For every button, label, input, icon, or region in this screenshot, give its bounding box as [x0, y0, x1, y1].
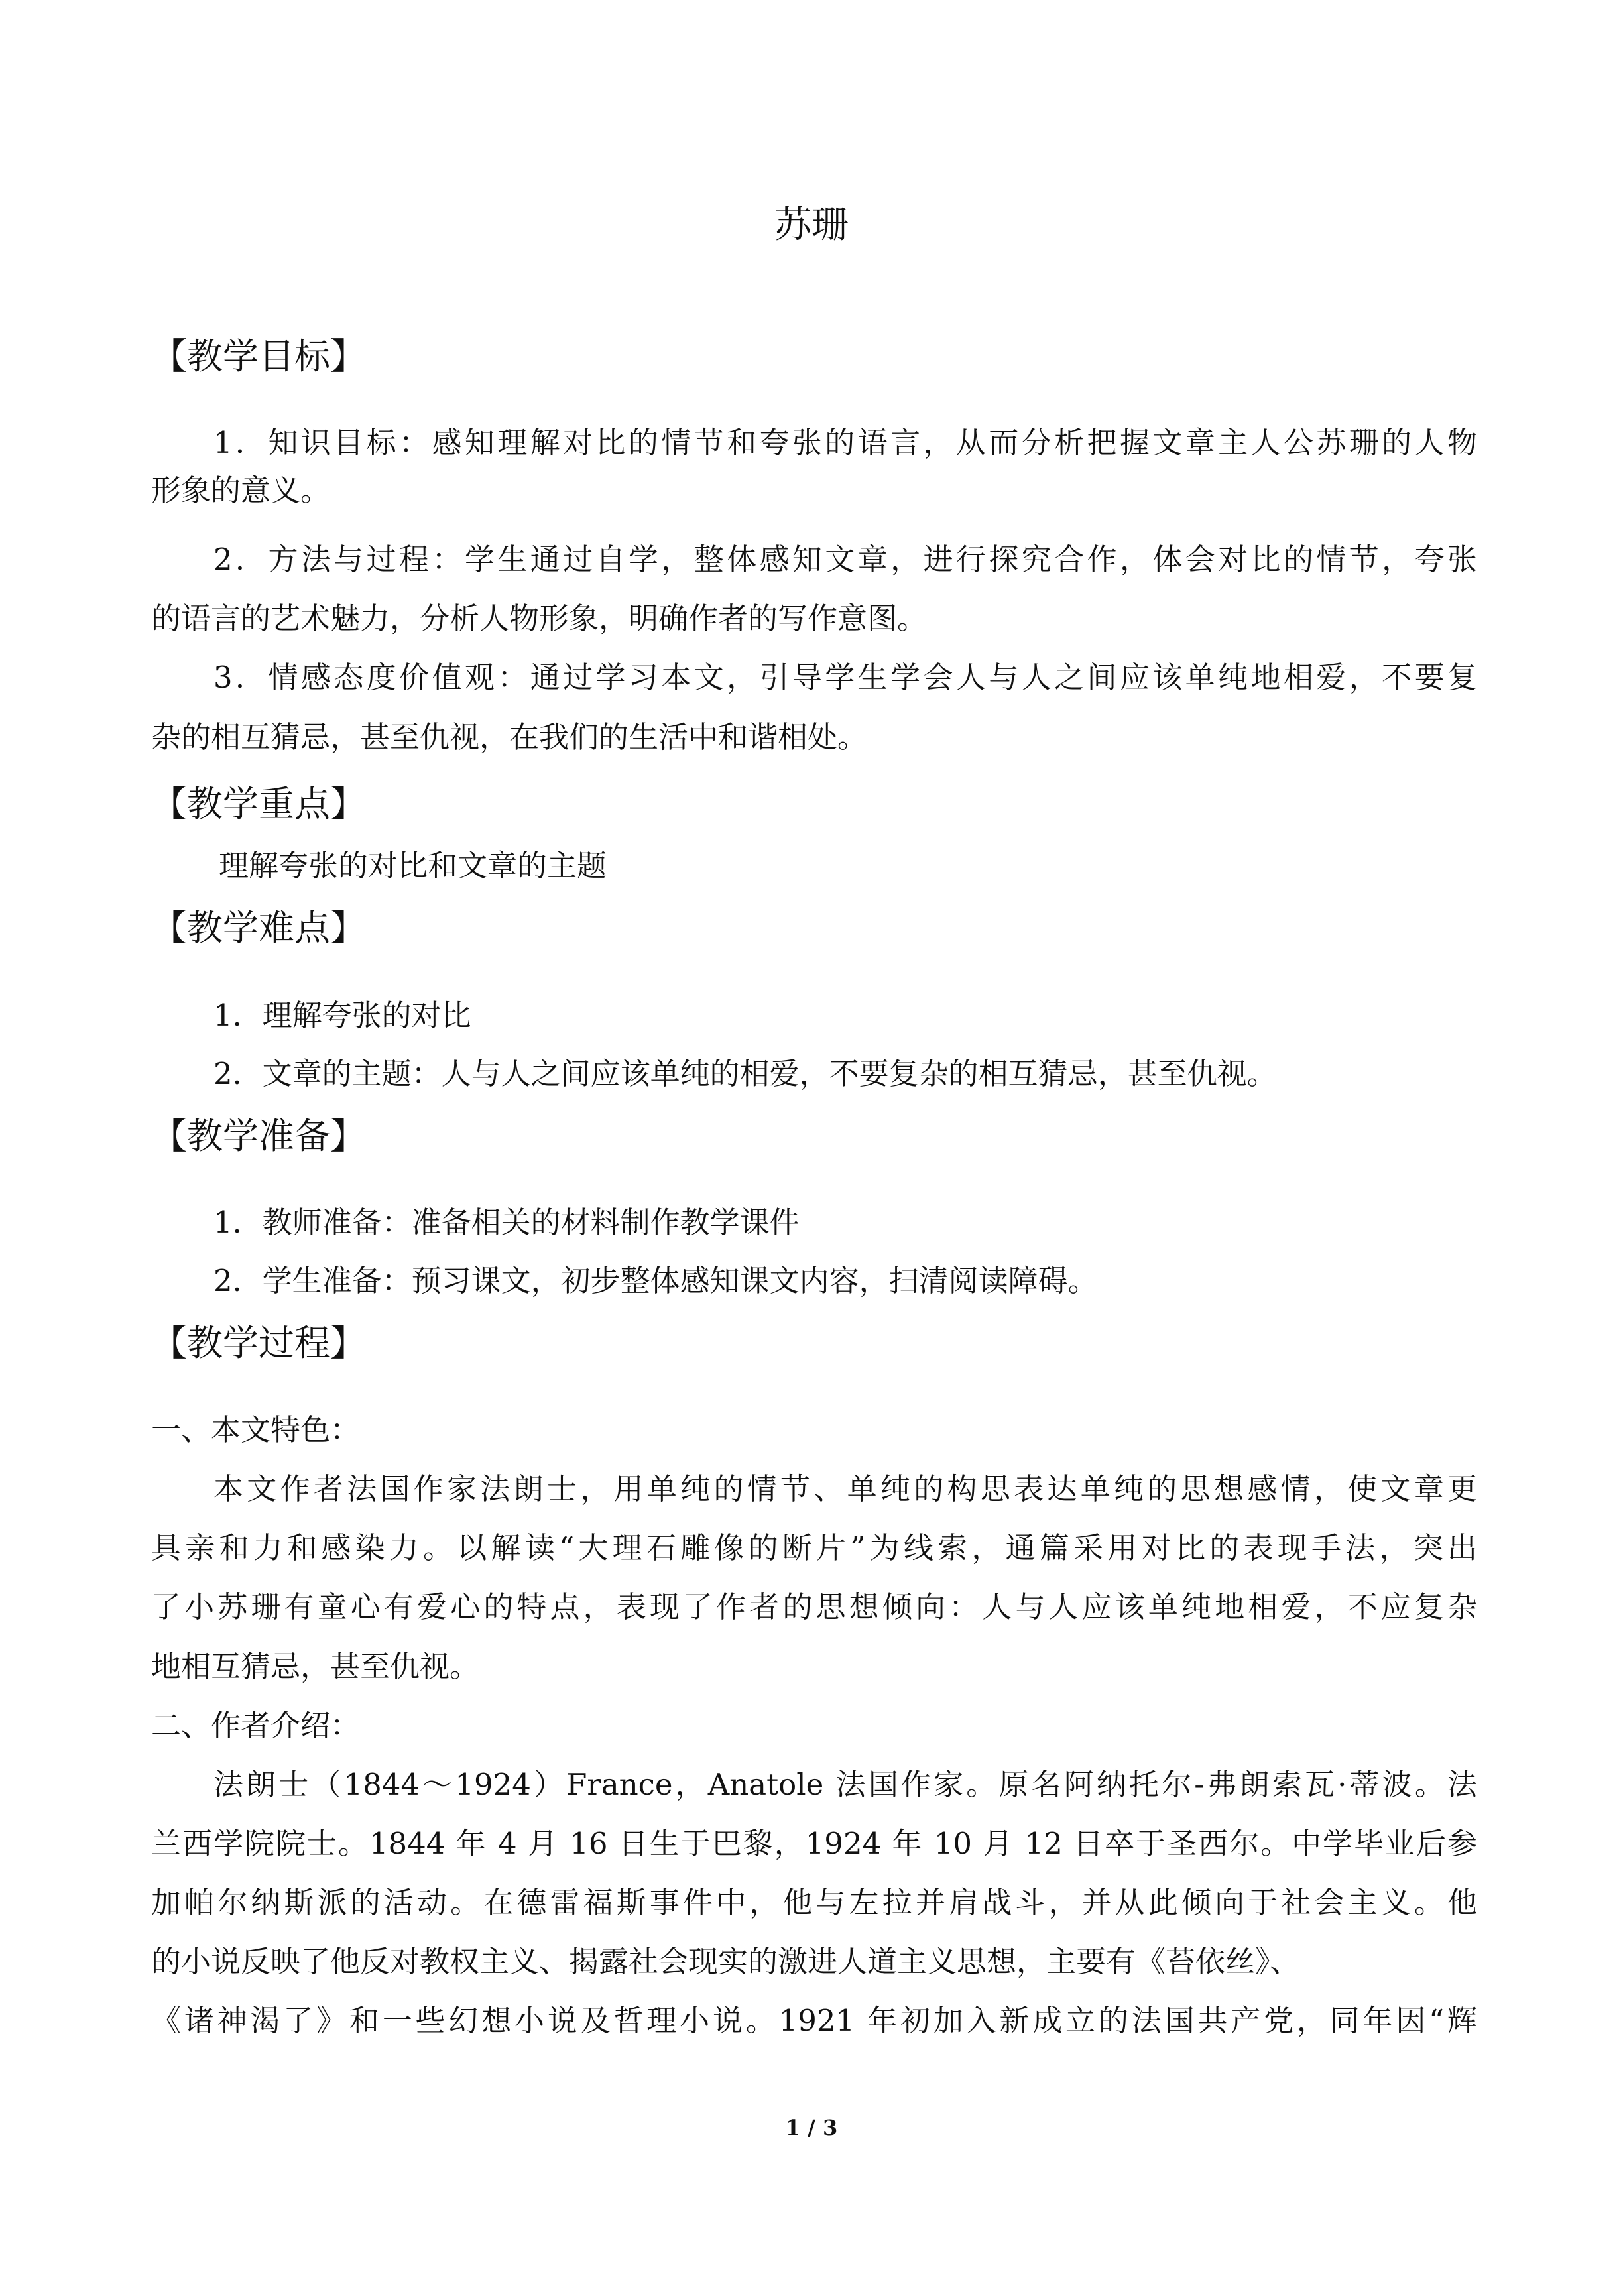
author-heading: 二、作者介绍：: [151, 1708, 361, 1743]
difficulties-line-1: 1．理解夸张的对比: [213, 998, 471, 1033]
features-line-4: 地相互猜忌，甚至仇视。: [151, 1649, 480, 1684]
author-line-2: 兰西学院院士。1844 年 4 月 16 日生于巴黎，1924 年 10 月 12 日卒于圣西尔。中学毕业后参: [151, 1826, 1477, 1861]
section-heading-process: 【教学过程】: [151, 1322, 366, 1364]
goals-line-5: 3．情感态度价值观：通过学习本文，引导学生学会人与人之间应该单纯地相爱，不要复: [213, 660, 1477, 695]
goals-line-1: 1．知识目标：感知理解对比的情节和夸张的语言，从而分析把握文章主人公苏珊的人物: [213, 425, 1477, 460]
section-heading-key-points: 【教学重点】: [151, 783, 366, 825]
author-line-3: 加帕尔纳斯派的活动。在德雷福斯事件中，他与左拉并肩战斗，并从此倾向于社会主义。他: [151, 1885, 1477, 1920]
goals-line-2: 形象的意义。: [151, 473, 331, 508]
goals-line-4: 的语言的艺术魅力，分析人物形象，明确作者的写作意图。: [151, 601, 928, 636]
preparation-line-2: 2．学生准备：预习课文，初步整体感知课文内容，扫清阅读障碍。: [213, 1263, 1098, 1298]
section-heading-preparation: 【教学准备】: [151, 1115, 366, 1157]
section-heading-goals: 【教学目标】: [151, 335, 366, 377]
goals-line-6: 杂的相互猜忌，甚至仇视，在我们的生活中和谐相处。: [151, 719, 868, 755]
preparation-line-1: 1．教师准备：准备相关的材料制作教学课件: [213, 1205, 800, 1240]
page-title: 苏珊: [774, 204, 849, 247]
difficulties-line-2: 2．文章的主题：人与人之间应该单纯的相爱，不要复杂的相互猜忌，甚至仇视。: [213, 1056, 1277, 1091]
section-heading-difficulties: 【教学难点】: [151, 907, 366, 949]
author-line-5: 《诸神渴了》和一些幻想小说及哲理小说。1921 年初加入新成立的法国共产党，同年因“辉: [151, 2003, 1477, 2038]
key-points-line-1: 理解夸张的对比和文章的主题: [219, 848, 607, 883]
goals-line-3: 2．方法与过程：学生通过自学，整体感知文章，进行探究合作，体会对比的情节，夸张: [213, 542, 1477, 577]
features-line-3: 了小苏珊有童心有爱心的特点，表现了作者的思想倾向：人与人应该单纯地相爱，不应复杂: [151, 1589, 1477, 1624]
page-number: 1 / 3: [785, 2115, 838, 2140]
features-line-1: 本文作者法国作家法朗士，用单纯的情节、单纯的构思表达单纯的思想感情，使文章更: [213, 1471, 1477, 1506]
author-line-1: 法朗士（1844～1924）France，Anatole 法国作家。原名阿纳托尔-弗朗索瓦·蒂波。法: [213, 1767, 1477, 1802]
author-line-4: 的小说反映了他反对教权主义、揭露社会现实的激进人道主义思想，主要有《苔依丝》、: [151, 1944, 1300, 1979]
features-heading: 一、本文特色：: [151, 1412, 361, 1447]
features-line-2: 具亲和力和感染力。以解读“大理石雕像的断片”为线索，通篇采用对比的表现手法，突出: [151, 1530, 1477, 1565]
